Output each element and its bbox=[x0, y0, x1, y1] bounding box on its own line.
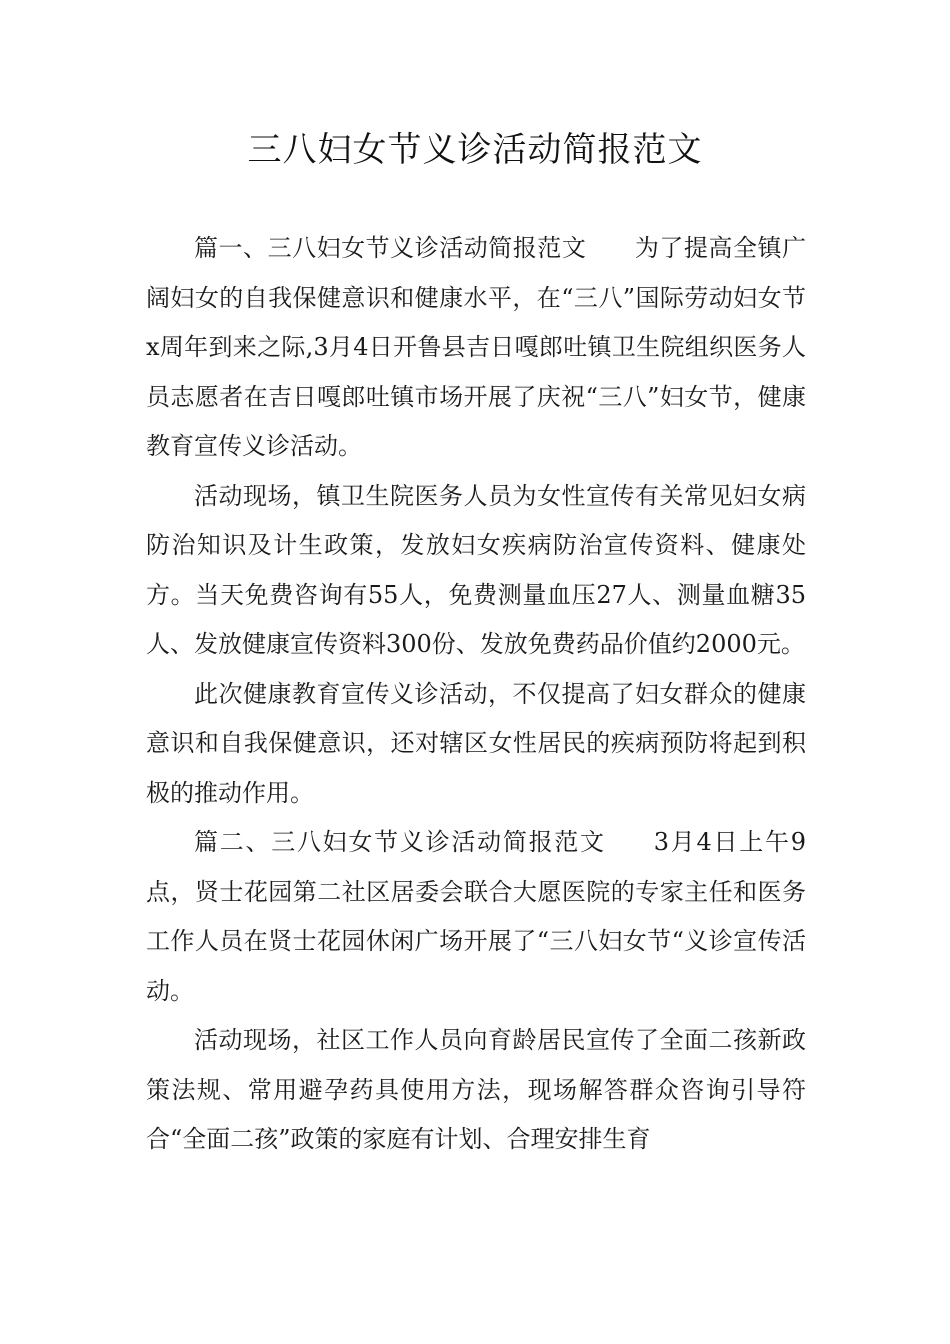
paragraph-4 bbox=[146, 818, 806, 1016]
document-title: 三八妇女节义诊活动简报范文 bbox=[247, 130, 703, 170]
paragraph-text-3: 此次健康教育宣传义诊活动，不仅提高了妇女群众的健康意识和自我保健意识，还对辖区女性居民的疾病预防将起到积极的推动作用。 bbox=[146, 679, 806, 807]
paragraph-text-1: 为了提高全镇广阔妇女的自我保健意识和健康水平，在“三八”国际劳动妇女节x周年到来之际,3月4日开鲁县吉日嘎郎吐镇卫生院组织医务人员志愿者在吉日嘎郎吐镇市场开展了庆祝“三八”妇女节，健康教育宣传义诊活动。 bbox=[146, 234, 807, 460]
section-heading-1: 篇一、三八妇女节义诊活动简报范文 bbox=[194, 234, 587, 262]
document-body bbox=[146, 224, 806, 1165]
paragraph-2 bbox=[146, 472, 806, 670]
paragraph-5 bbox=[146, 1016, 806, 1165]
paragraph-text-2: 活动现场，镇卫生院医务人员为女性宣传有关常见妇女病防治知识及计生政策，发放妇女疾病防治宣传资料、健康处方。当天免费咨询有55人，免费测量血压27人、测量血糖35人、发放健康宣传资料300份、发放免费药品价值约2000元。 bbox=[146, 481, 806, 658]
paragraph-1 bbox=[146, 224, 806, 472]
paragraph-3 bbox=[146, 670, 806, 819]
paragraph-text-4: 3月4日上午9点，贤士花园第二社区居委会联合大愿医院的专家主任和医务工作人员在贤士花园休闲广场开展了“三八妇女节“义诊宣传活动。 bbox=[146, 828, 807, 1005]
section-heading-2: 篇二、三八妇女节义诊活动简报范文 bbox=[194, 828, 606, 856]
paragraph-text-5: 活动现场，社区工作人员向育龄居民宣传了全面二孩新政策法规、常用避孕药具使用方法，现场解答群众咨询引导符合“全面二孩”政策的家庭有计划、合理安排生育 bbox=[146, 1026, 806, 1153]
